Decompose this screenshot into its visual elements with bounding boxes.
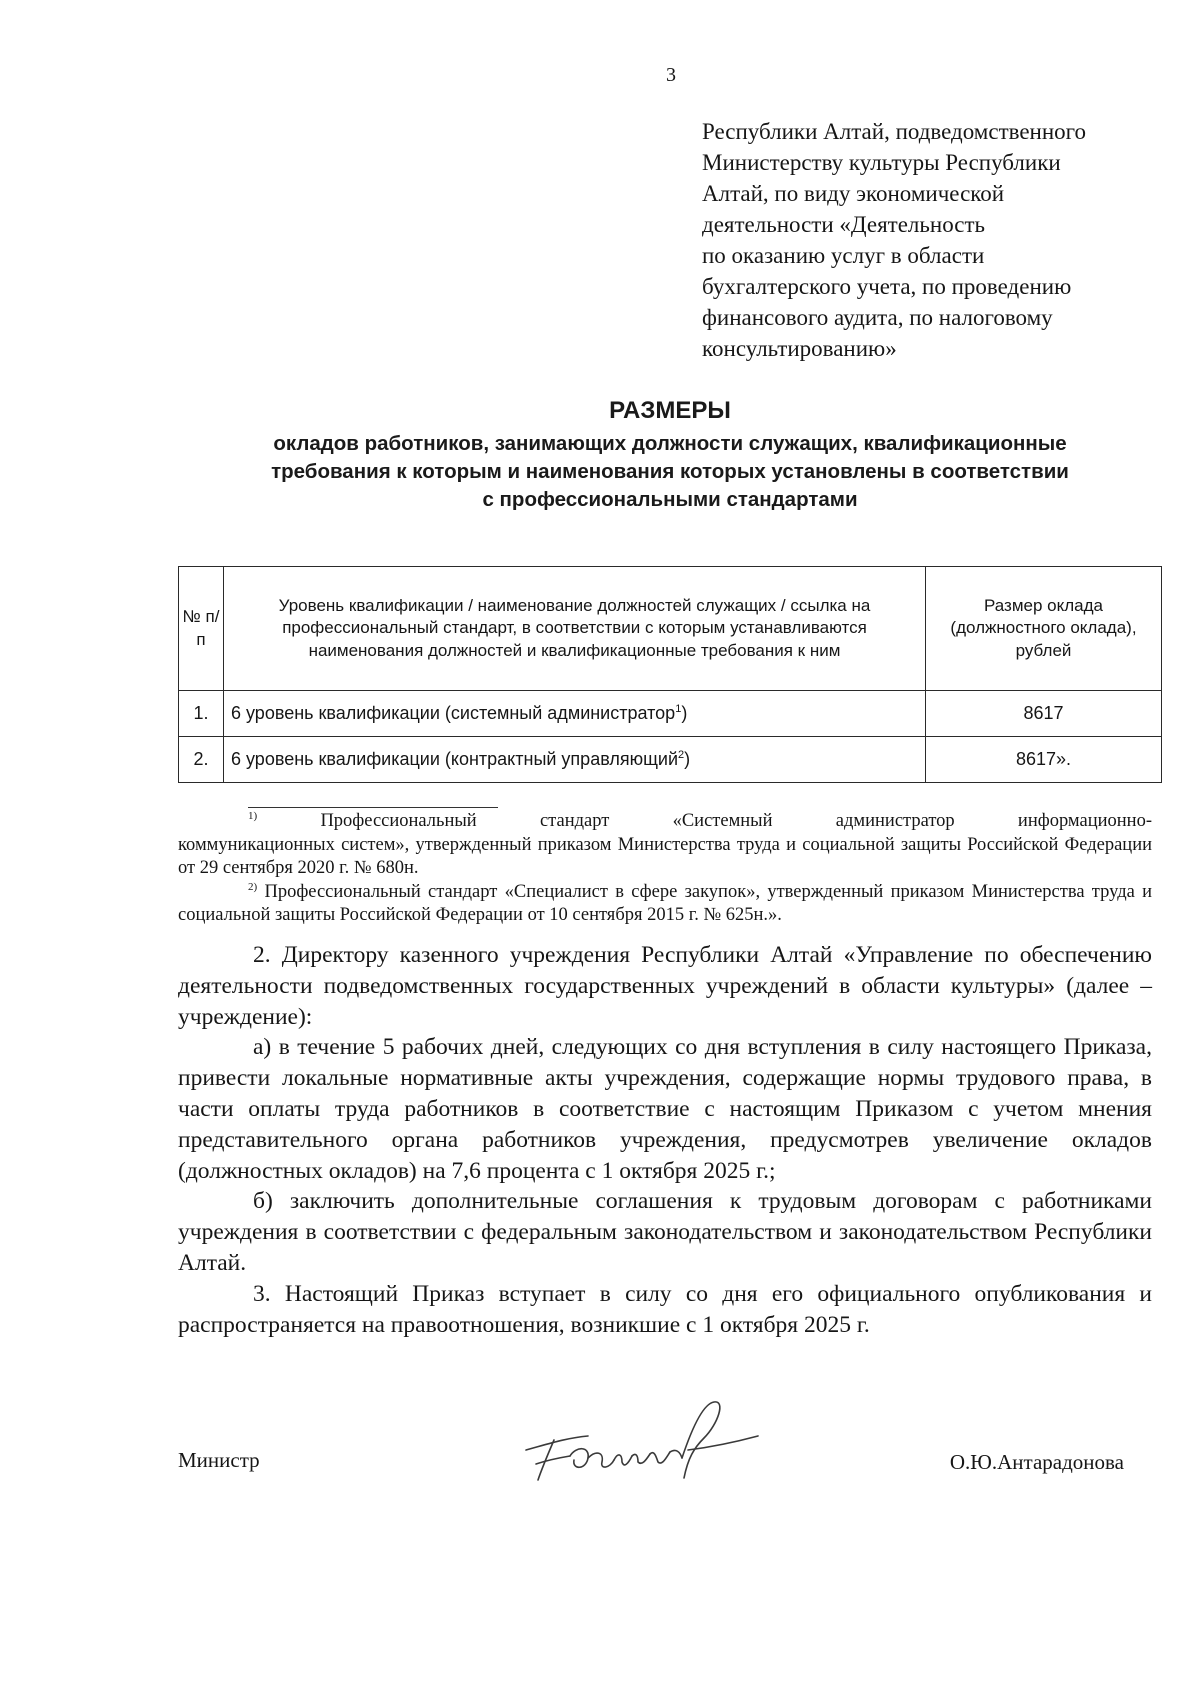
signatory-name: О.Ю.Антарадонова <box>949 1450 1124 1474</box>
addressee-line: Республики Алтай, подведомственного <box>702 119 1087 144</box>
footnote-1-text: Профессиональный стандарт «Системный администратор информационно- <box>320 811 1152 831</box>
addressee-line: бухгалтерского учета, по проведению <box>702 274 1072 299</box>
title-sub-line: окладов работников, занимающих должности служащих, квалификационные <box>273 432 1067 455</box>
table-header-row <box>179 567 1162 691</box>
cell-level-tail: ) <box>681 703 688 723</box>
title-sub-line: с профессиональными стандартами <box>482 488 858 511</box>
footnotes <box>178 810 1152 928</box>
addressee-line: Министерству культуры Республики <box>702 150 1061 175</box>
cell-level-text: 6 уровень квалификации (системный администратор <box>231 703 676 723</box>
cell-level <box>224 691 926 737</box>
header-level: Уровень квалификации / наименование должностей служащих / ссылка на профессиональный стандарт, в соответствии с которым устанавливаются наименования должностей и квалификационные требования к ним <box>224 567 926 691</box>
header-num: № п/п <box>179 567 224 691</box>
addressee-line: финансового аудита, по налоговому <box>702 305 1053 330</box>
footnote-1-first-line <box>178 810 1152 834</box>
signatory-role: Министр <box>178 1448 260 1472</box>
addressee-line: консультированию» <box>702 336 897 361</box>
signature-block <box>178 1430 1152 1550</box>
handwritten-signature <box>518 1394 768 1504</box>
footnote-ref: 2 <box>678 749 685 761</box>
table-row <box>179 737 1162 783</box>
cell-num: 1. <box>179 691 224 737</box>
document-title <box>190 396 1150 514</box>
body-text <box>178 940 1152 1340</box>
paragraph: б) заключить дополнительные соглашения к трудовым договорам с работниками учреждения в соответствии с федеральным законодательством и законодательством Республики Алтай. <box>178 1188 1152 1276</box>
title-main: РАЗМЕРЫ <box>609 397 731 424</box>
addressee-line: по оказанию услуг в области <box>702 243 985 268</box>
cell-level-text: 6 уровень квалификации (контрактный управляющий <box>231 749 679 769</box>
header-size: Размер оклада (должностного оклада), рублей <box>926 567 1162 691</box>
paragraph: 3. Настоящий Приказ вступает в силу со дня его официального опубликования и распространяется на правоотношения, возникшие с 1 октября 2025 г. <box>178 1280 1152 1338</box>
table-row <box>179 691 1162 737</box>
title-sub-line: требования к которым и наименования которых установлены в соответствии <box>271 460 1069 483</box>
footnote-separator <box>248 807 498 808</box>
footnote-mark: 1) <box>248 809 258 822</box>
footnote-mark: 2) <box>248 880 258 893</box>
footnote-2-text: Профессиональный стандарт «Специалист в сфере закупок», утвержденный приказом Министерства труда и социальной защиты Российской Федерации от 10 сентября 2015 г. № 625н.». <box>178 881 1153 925</box>
footnote-ref: 1 <box>675 703 682 715</box>
footnote-2 <box>178 881 1152 928</box>
addressee-line: Алтай, по виду экономической <box>702 181 1005 206</box>
cell-size: 8617 <box>926 691 1162 737</box>
paragraph: а) в течение 5 рабочих дней, следующих со дня вступления в силу настоящего Приказа, привести локальные нормативные акты учреждения, содержащие нормы трудового права, в части оплаты труда работников в соответствие с настоящим Приказом с учетом мнения представительного органа работников учреждения, предусмотрев увеличение окладов (должностных окладов) на 7,6 процента с 1 октября 2025 г.; <box>178 1034 1152 1184</box>
cell-level <box>224 737 926 783</box>
salary-table <box>178 566 1162 783</box>
cell-size: 8617». <box>926 737 1162 783</box>
footnote-1-rest: коммуникационных систем», утвержденный приказом Министерства труда и социальной защиты Российской Федерации от 29 сентября 2020 г. № 680н. <box>178 834 1152 878</box>
addressee-block <box>702 116 1172 364</box>
title-subtitle <box>190 430 1150 514</box>
paragraph: 2. Директору казенного учреждения Республики Алтай «Управление по обеспечению деятельности подведомственных государственных учреждений в области культуры» (далее – учреждение): <box>178 942 1152 1030</box>
cell-num: 2. <box>179 737 224 783</box>
addressee-line: деятельности «Деятельность <box>702 212 986 237</box>
cell-level-tail: ) <box>684 749 691 769</box>
page-number: 3 <box>666 64 676 86</box>
